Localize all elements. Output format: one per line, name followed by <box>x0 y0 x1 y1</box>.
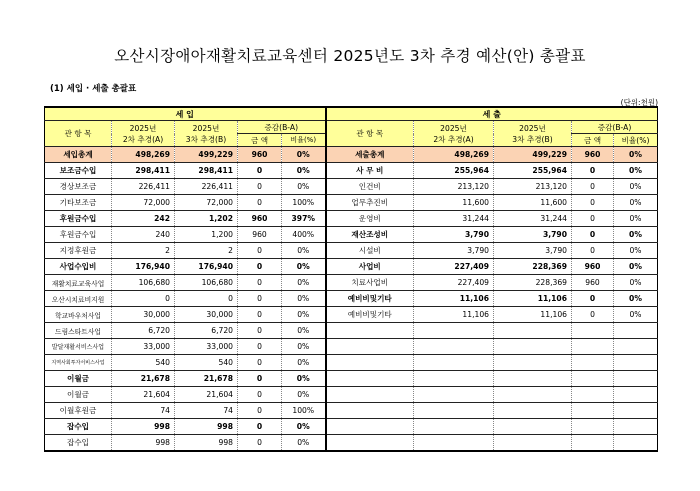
expense-row-label: 운영비 <box>326 211 414 227</box>
income-row-amount: 0 <box>238 435 282 452</box>
income-row-curr: 21,604 <box>175 387 238 403</box>
income-row-curr: 226,411 <box>175 179 238 195</box>
income-row-amount: 0 <box>238 195 282 211</box>
expense-row-label: 예비비및기타 <box>326 307 414 323</box>
income-row-label: 이월금 <box>45 371 112 387</box>
income-row-prev: 30,000 <box>112 307 175 323</box>
expense-empty-cell <box>572 435 614 452</box>
header-row-columns <box>45 121 658 134</box>
income-ratio-header: 비율(%) <box>282 134 326 147</box>
income-row-label: 오산시치료비지원 <box>45 291 112 307</box>
income-row-prev: 298,411 <box>112 163 175 179</box>
expense-empty-cell <box>326 419 414 435</box>
income-row-prev: 21,604 <box>112 387 175 403</box>
expense-row-ratio: 0% <box>614 275 658 291</box>
income-row-prev: 540 <box>112 355 175 371</box>
table-row <box>45 403 658 419</box>
expense-row-prev: 227,409 <box>414 259 494 275</box>
income-row-ratio: 397% <box>282 211 326 227</box>
table-row <box>45 355 658 371</box>
expense-row-amount: 0 <box>572 211 614 227</box>
income-row-ratio: 0% <box>282 275 326 291</box>
income-row-amount: 0 <box>238 323 282 339</box>
table-row <box>45 195 658 211</box>
expense-row-curr: 213,120 <box>494 179 572 195</box>
expense-row-label: 재산조성비 <box>326 227 414 243</box>
table-row <box>45 387 658 403</box>
unit-label: (단위:천원) <box>620 98 658 107</box>
expense-empty-cell <box>414 323 494 339</box>
income-row-ratio: 0% <box>282 355 326 371</box>
expense-row-prev: 11,106 <box>414 291 494 307</box>
income-row-label: 보조금수입 <box>45 163 112 179</box>
expense-empty-cell <box>414 403 494 419</box>
expense-row-ratio: 0% <box>614 163 658 179</box>
expense-row-label: 사업비 <box>326 259 414 275</box>
income-row-ratio: 0% <box>282 435 326 452</box>
expense-total-ratio: 0% <box>614 147 658 163</box>
expense-row-amount: 960 <box>572 259 614 275</box>
expense-empty-cell <box>414 339 494 355</box>
expense-empty-cell <box>494 339 572 355</box>
expense-empty-cell <box>572 323 614 339</box>
income-row-curr: 72,000 <box>175 195 238 211</box>
income-row-ratio: 0% <box>282 339 326 355</box>
income-row-prev: 106,680 <box>112 275 175 291</box>
table-row <box>45 211 658 227</box>
expense-empty-cell <box>494 323 572 339</box>
expense-total-curr: 499,229 <box>494 147 572 163</box>
expense-row-prev: 255,964 <box>414 163 494 179</box>
expense-empty-cell <box>572 355 614 371</box>
income-total-prev: 498,269 <box>112 147 175 163</box>
expense-empty-cell <box>414 371 494 387</box>
income-total-amount: 960 <box>238 147 282 163</box>
table-row <box>45 323 658 339</box>
income-row-amount: 0 <box>238 403 282 419</box>
expense-row-curr: 3,790 <box>494 227 572 243</box>
income-row-amount: 0 <box>238 419 282 435</box>
income-section-header: 세 입 <box>45 107 326 121</box>
expense-section-header: 세 출 <box>326 107 658 121</box>
income-row-ratio: 0% <box>282 179 326 195</box>
budget-summary-table <box>44 106 658 452</box>
table-body <box>45 107 658 451</box>
income-row-label: 이월후원금 <box>45 403 112 419</box>
expense-row-curr: 228,369 <box>494 259 572 275</box>
expense-row-amount: 0 <box>572 163 614 179</box>
income-row-amount: 960 <box>238 211 282 227</box>
income-row-ratio: 0% <box>282 307 326 323</box>
income-row-curr: 6,720 <box>175 323 238 339</box>
income-row-ratio: 100% <box>282 195 326 211</box>
income-row-prev: 998 <box>112 435 175 452</box>
income-row-prev: 176,940 <box>112 259 175 275</box>
table-row <box>45 291 658 307</box>
income-row-curr: 0 <box>175 291 238 307</box>
expense-row-prev: 3,790 <box>414 243 494 259</box>
expense-empty-cell <box>326 387 414 403</box>
expense-row-ratio: 0% <box>614 179 658 195</box>
expense-row-amount: 0 <box>572 307 614 323</box>
income-row-label: 잡수입 <box>45 419 112 435</box>
expense-row-prev: 213,120 <box>414 179 494 195</box>
expense-row-amount: 0 <box>572 195 614 211</box>
income-row-curr: 33,000 <box>175 339 238 355</box>
income-row-prev: 998 <box>112 419 175 435</box>
expense-empty-cell <box>572 387 614 403</box>
income-row-amount: 0 <box>238 371 282 387</box>
table-row <box>45 371 658 387</box>
expense-empty-cell <box>494 403 572 419</box>
expense-empty-cell <box>494 387 572 403</box>
expense-empty-cell <box>494 355 572 371</box>
expense-row-curr: 11,600 <box>494 195 572 211</box>
income-row-prev: 74 <box>112 403 175 419</box>
income-row-label: 지정후원금 <box>45 243 112 259</box>
income-row-label: 이월금 <box>45 387 112 403</box>
table-row <box>45 435 658 452</box>
income-row-label: 후원금수입 <box>45 227 112 243</box>
income-diff-header: 증감(B-A) <box>238 121 326 134</box>
expense-row-curr: 228,369 <box>494 275 572 291</box>
expense-empty-cell <box>614 403 658 419</box>
expense-row-ratio: 0% <box>614 227 658 243</box>
section-subtitle: (1) 세입 · 세출 총괄표 <box>50 84 137 94</box>
income-row-curr: 176,940 <box>175 259 238 275</box>
expense-empty-cell <box>326 371 414 387</box>
income-row-prev: 21,678 <box>112 371 175 387</box>
income-row-label: 사업수입비 <box>45 259 112 275</box>
income-row-curr: 998 <box>175 435 238 452</box>
income-total-label: 세입총계 <box>45 147 112 163</box>
income-row-label: 경상보조금 <box>45 179 112 195</box>
expense-row-label: 예비비및기타 <box>326 291 414 307</box>
expense-empty-cell <box>614 387 658 403</box>
expense-ratio-header: 비율(%) <box>614 134 658 147</box>
table-row <box>45 259 658 275</box>
expense-diff-header: 증감(B-A) <box>572 121 658 134</box>
expense-empty-cell <box>614 371 658 387</box>
income-row-amount: 960 <box>238 227 282 243</box>
income-curr-header: 2025년 3차 추경(B) <box>175 121 238 147</box>
expense-item-header: 관 항 목 <box>326 121 414 147</box>
income-row-ratio: 0% <box>282 387 326 403</box>
income-row-ratio: 0% <box>282 291 326 307</box>
expense-empty-cell <box>614 355 658 371</box>
income-row-amount: 0 <box>238 307 282 323</box>
income-row-ratio: 0% <box>282 371 326 387</box>
expense-prev-header: 2025년 2차 추경(A) <box>414 121 494 147</box>
table-row <box>45 227 658 243</box>
income-total-ratio: 0% <box>282 147 326 163</box>
expense-empty-cell <box>494 371 572 387</box>
income-row-amount: 0 <box>238 259 282 275</box>
income-row-label: 학교바우처사업 <box>45 307 112 323</box>
income-row-prev: 72,000 <box>112 195 175 211</box>
income-row-curr: 540 <box>175 355 238 371</box>
expense-row-curr: 3,790 <box>494 243 572 259</box>
expense-row-ratio: 0% <box>614 195 658 211</box>
expense-row-curr: 255,964 <box>494 163 572 179</box>
income-row-curr: 1,202 <box>175 211 238 227</box>
expense-row-curr: 11,106 <box>494 307 572 323</box>
income-prev-header: 2025년 2차 추경(A) <box>112 121 175 147</box>
expense-total-prev: 498,269 <box>414 147 494 163</box>
table-row <box>45 419 658 435</box>
income-row-label: 후원금수입 <box>45 211 112 227</box>
income-row-prev: 226,411 <box>112 179 175 195</box>
income-row-curr: 2 <box>175 243 238 259</box>
expense-empty-cell <box>414 435 494 452</box>
income-row-ratio: 0% <box>282 243 326 259</box>
expense-empty-cell <box>614 323 658 339</box>
expense-row-amount: 960 <box>572 275 614 291</box>
income-row-amount: 0 <box>238 387 282 403</box>
income-row-label: 재활치료교육사업 <box>45 275 112 291</box>
expense-row-prev: 3,790 <box>414 227 494 243</box>
table-row <box>45 339 658 355</box>
expense-row-curr: 11,106 <box>494 291 572 307</box>
expense-row-amount: 0 <box>572 227 614 243</box>
expense-row-prev: 11,600 <box>414 195 494 211</box>
income-row-prev: 33,000 <box>112 339 175 355</box>
income-row-ratio: 0% <box>282 419 326 435</box>
expense-empty-cell <box>494 419 572 435</box>
income-row-curr: 998 <box>175 419 238 435</box>
income-row-ratio: 100% <box>282 403 326 419</box>
income-amount-header: 금 액 <box>238 134 282 147</box>
expense-amount-header: 금 액 <box>572 134 614 147</box>
expense-row-prev: 11,106 <box>414 307 494 323</box>
expense-empty-cell <box>614 339 658 355</box>
income-row-label: 지역사회투자서비스사업 <box>45 355 112 371</box>
expense-empty-cell <box>326 339 414 355</box>
income-row-curr: 298,411 <box>175 163 238 179</box>
expense-empty-cell <box>572 419 614 435</box>
income-row-amount: 0 <box>238 179 282 195</box>
expense-empty-cell <box>414 419 494 435</box>
income-row-prev: 240 <box>112 227 175 243</box>
income-row-ratio: 0% <box>282 163 326 179</box>
income-row-label: 잡수입 <box>45 435 112 452</box>
income-row-amount: 0 <box>238 355 282 371</box>
expense-row-amount: 0 <box>572 179 614 195</box>
income-row-curr: 1,200 <box>175 227 238 243</box>
page-title: 오산시장애아재활치료교육센터 2025년도 3차 추경 예산(안) 총괄표 <box>114 47 586 65</box>
expense-row-ratio: 0% <box>614 243 658 259</box>
income-row-prev: 0 <box>112 291 175 307</box>
expense-empty-cell <box>326 403 414 419</box>
expense-row-ratio: 0% <box>614 259 658 275</box>
income-row-ratio: 0% <box>282 323 326 339</box>
table-row <box>45 163 658 179</box>
expense-row-amount: 0 <box>572 243 614 259</box>
income-row-ratio: 400% <box>282 227 326 243</box>
expense-row-prev: 227,409 <box>414 275 494 291</box>
income-row-amount: 0 <box>238 275 282 291</box>
income-row-prev: 6,720 <box>112 323 175 339</box>
income-row-curr: 21,678 <box>175 371 238 387</box>
expense-empty-cell <box>414 355 494 371</box>
expense-total-amount: 960 <box>572 147 614 163</box>
expense-empty-cell <box>614 435 658 452</box>
expense-row-ratio: 0% <box>614 211 658 227</box>
expense-row-label: 업무추진비 <box>326 195 414 211</box>
expense-total-label: 세출총계 <box>326 147 414 163</box>
expense-row-prev: 31,244 <box>414 211 494 227</box>
total-row <box>45 147 658 163</box>
income-row-curr: 106,680 <box>175 275 238 291</box>
expense-row-ratio: 0% <box>614 291 658 307</box>
income-row-amount: 0 <box>238 163 282 179</box>
expense-empty-cell <box>614 419 658 435</box>
income-item-header: 관 항 목 <box>45 121 112 147</box>
expense-row-label: 치료사업비 <box>326 275 414 291</box>
expense-empty-cell <box>326 355 414 371</box>
table-row <box>45 179 658 195</box>
expense-row-label: 사 무 비 <box>326 163 414 179</box>
expense-empty-cell <box>414 387 494 403</box>
table-row <box>45 275 658 291</box>
table-row <box>45 243 658 259</box>
table-row <box>45 307 658 323</box>
expense-empty-cell <box>572 371 614 387</box>
expense-empty-cell <box>326 435 414 452</box>
expense-row-label: 인건비 <box>326 179 414 195</box>
expense-empty-cell <box>494 435 572 452</box>
income-row-prev: 242 <box>112 211 175 227</box>
income-row-curr: 74 <box>175 403 238 419</box>
expense-row-amount: 0 <box>572 291 614 307</box>
income-row-label: 기타보조금 <box>45 195 112 211</box>
expense-row-label: 시설비 <box>326 243 414 259</box>
income-row-label: 드림스타트사업 <box>45 323 112 339</box>
income-row-label: 발달재활서비스사업 <box>45 339 112 355</box>
expense-row-curr: 31,244 <box>494 211 572 227</box>
expense-row-ratio: 0% <box>614 307 658 323</box>
expense-empty-cell <box>572 339 614 355</box>
income-row-curr: 30,000 <box>175 307 238 323</box>
income-total-curr: 499,229 <box>175 147 238 163</box>
expense-empty-cell <box>572 403 614 419</box>
income-row-prev: 2 <box>112 243 175 259</box>
expense-empty-cell <box>326 323 414 339</box>
income-row-amount: 0 <box>238 291 282 307</box>
income-row-amount: 0 <box>238 243 282 259</box>
income-row-amount: 0 <box>238 339 282 355</box>
income-row-ratio: 0% <box>282 259 326 275</box>
header-row-section <box>45 107 658 121</box>
expense-curr-header: 2025년 3차 추경(B) <box>494 121 572 147</box>
